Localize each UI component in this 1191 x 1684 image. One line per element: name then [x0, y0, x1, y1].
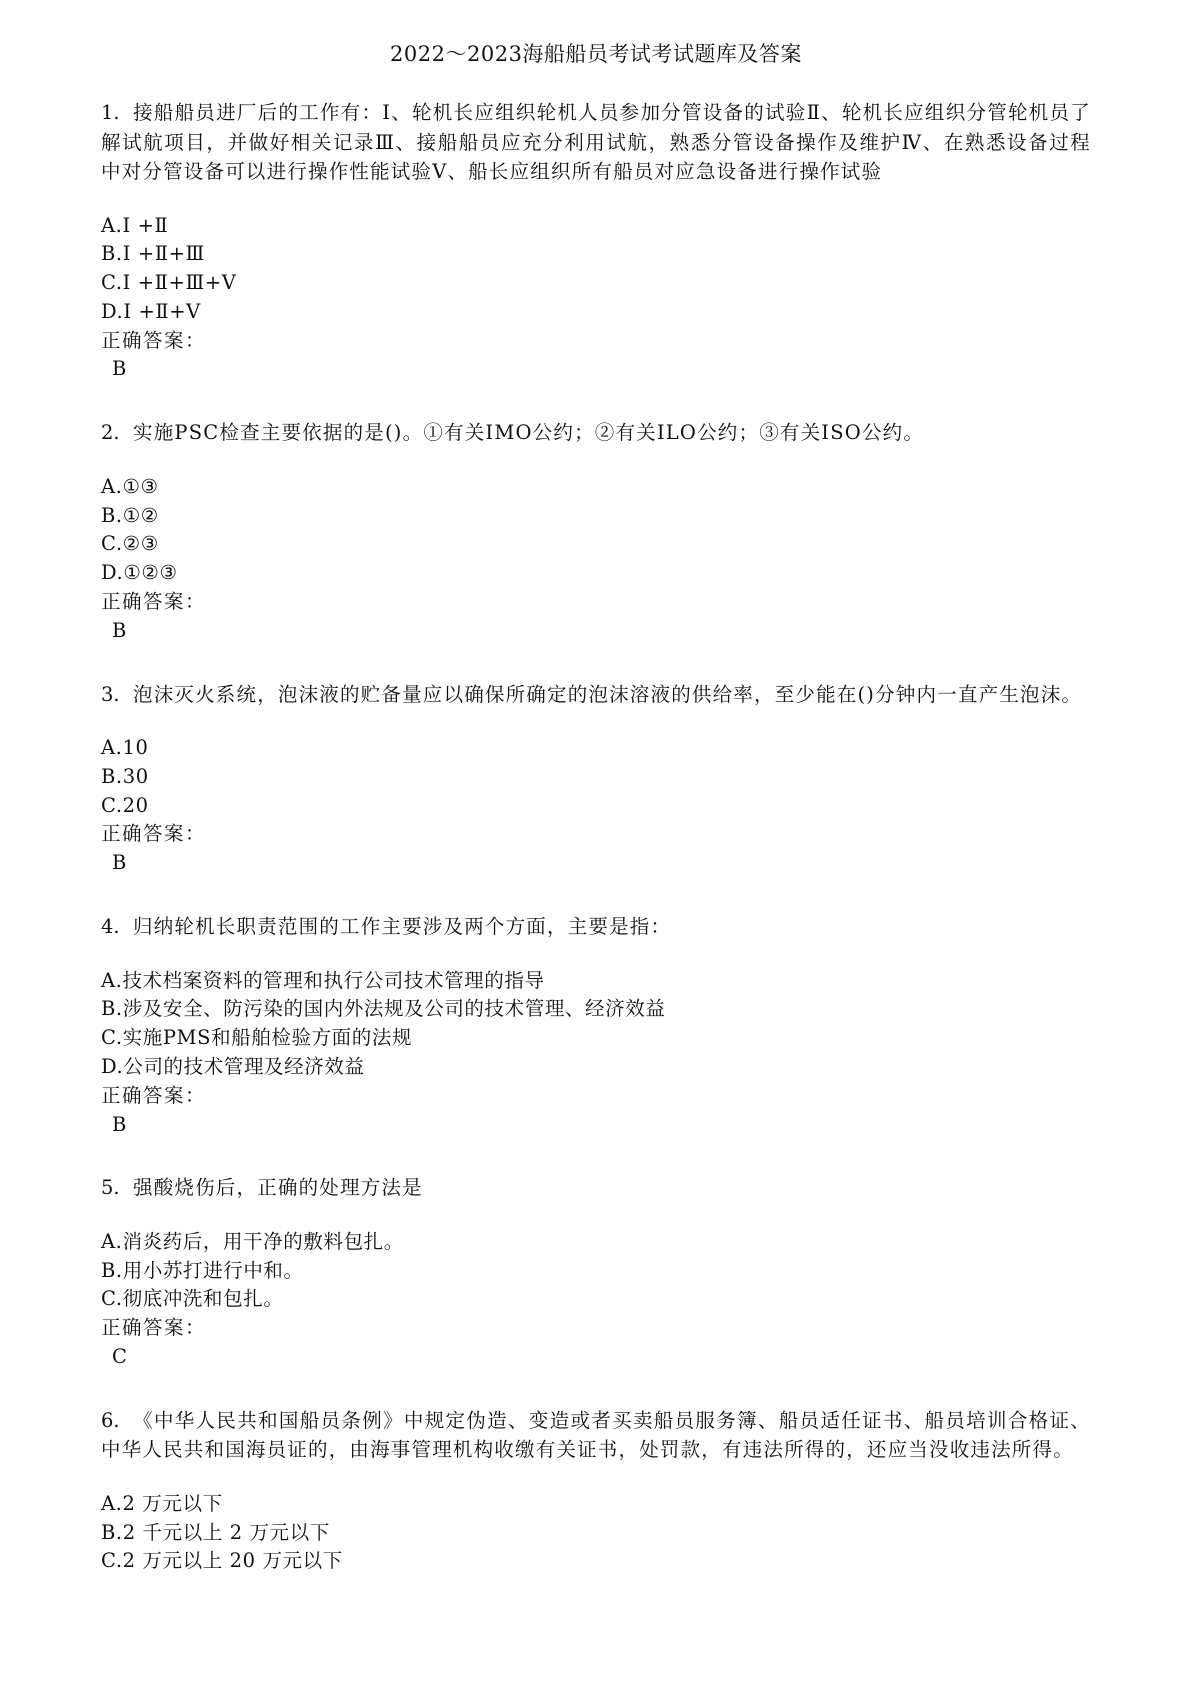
answer-value: B [112, 1112, 127, 1136]
question-number: 4. [101, 915, 120, 939]
question-number: 5. [101, 1176, 120, 1200]
option-list [101, 1228, 1091, 1314]
question-stem [101, 680, 1091, 710]
answer-value: B [112, 851, 127, 875]
question-number: 1. [101, 101, 120, 124]
page-title: 2022～2023海船船员考试考试题库及答案 [390, 42, 802, 66]
spacer [101, 1139, 1091, 1173]
option-a: A.消炎药后，用干净的敷料包扎。 [101, 1229, 404, 1253]
answer-label: 正确答案： [101, 1316, 207, 1340]
question-2 [101, 418, 1091, 645]
answer-label: 正确答案： [101, 328, 207, 352]
option-b: B.Ⅰ +Ⅱ+Ⅲ [101, 242, 205, 266]
option-c: C.彻底冲洗和包扎。 [101, 1287, 284, 1311]
option-d: D.①②③ [101, 561, 178, 585]
option-d: D.公司的技术管理及经济效益 [101, 1054, 365, 1078]
option-b: B.①② [101, 503, 159, 527]
question-4 [101, 912, 1091, 1139]
option-c: C.②③ [101, 532, 159, 556]
spacer [101, 384, 1091, 418]
question-number: 6. [101, 1408, 120, 1432]
option-list [101, 473, 1091, 588]
question-6 [101, 1406, 1091, 1576]
question-stem [101, 912, 1091, 942]
question-3 [101, 680, 1091, 878]
answer-value: B [112, 618, 127, 642]
option-list [101, 734, 1091, 820]
option-b: B.涉及安全、防污染的国内外法规及公司的技术管理、经济效益 [101, 997, 666, 1021]
question-text: 强酸烧伤后，正确的处理方法是 [133, 1176, 423, 1200]
option-c: C.2 万元以上 20 万元以下 [101, 1549, 343, 1573]
question-text: 接船船员进厂后的工作有：Ⅰ、轮机长应组织轮机人员参加分管设备的试验Ⅱ、轮机长应组织分管轮机员了解试航项目，并做好相关记录Ⅲ、接船船员应充分利用试航，熟悉分管设备操作及维护Ⅳ、在熟悉设备过程中对分管设备可以进行操作性能试验Ⅴ、船长应组织所有船员对应急设备进行操作试验 [101, 101, 1091, 183]
answer-label: 正确答案： [101, 1083, 207, 1107]
question-number: 3. [101, 682, 120, 706]
answer-value: B [112, 357, 127, 381]
question-text: 泡沫灭火系统，泡沫液的贮备量应以确保所确定的泡沫溶液的供给率，至少能在()分钟内一直产生泡沫。 [133, 682, 1083, 706]
question-stem [101, 1406, 1091, 1465]
spacer [101, 1372, 1091, 1406]
question-text: 归纳轮机长职责范围的工作主要涉及两个方面，主要是指： [133, 915, 672, 939]
option-a: A.2 万元以下 [101, 1491, 223, 1515]
question-number: 2. [101, 421, 120, 445]
option-b: B.用小苏打进行中和。 [101, 1258, 304, 1282]
question-1 [101, 98, 1091, 384]
spacer [101, 646, 1091, 680]
option-b: B.30 [101, 764, 149, 788]
option-a: A.10 [101, 736, 149, 760]
question-5 [101, 1173, 1091, 1371]
option-b: B.2 千元以上 2 万元以下 [101, 1520, 330, 1544]
option-a: A.技术档案资料的管理和执行公司技术管理的指导 [101, 968, 545, 992]
question-stem [101, 1173, 1091, 1203]
option-c: C.20 [101, 793, 149, 817]
answer-label: 正确答案： [101, 822, 207, 846]
option-c: C.实施PMS和船舶检验方面的法规 [101, 1026, 413, 1050]
option-c: C.Ⅰ +Ⅱ+Ⅲ+Ⅴ [101, 271, 237, 295]
option-a: A.Ⅰ +Ⅱ [101, 213, 169, 237]
question-text: 《中华人民共和国船员条例》中规定伪造、变造或者买卖船员服务簿、船员适任证书、船员培训合格证、中华人民共和国海员证的，由海事管理机构收缴有关证书，处罚款，有违法所得的，还应当没收违法所得。 [101, 1408, 1091, 1462]
option-d: D.Ⅰ +Ⅱ+Ⅴ [101, 299, 201, 323]
option-list [101, 967, 1091, 1082]
answer-value: C [112, 1345, 127, 1369]
answer-label: 正确答案： [101, 589, 207, 613]
question-text: 实施PSC检查主要依据的是()。①有关IMO公约；②有关ILO公约；③有关ISO公约。 [133, 421, 925, 445]
option-a: A.①③ [101, 474, 159, 498]
option-list [101, 212, 1091, 327]
option-list [101, 1490, 1091, 1576]
spacer [101, 878, 1091, 912]
question-stem [101, 98, 1091, 187]
question-stem [101, 418, 1091, 448]
